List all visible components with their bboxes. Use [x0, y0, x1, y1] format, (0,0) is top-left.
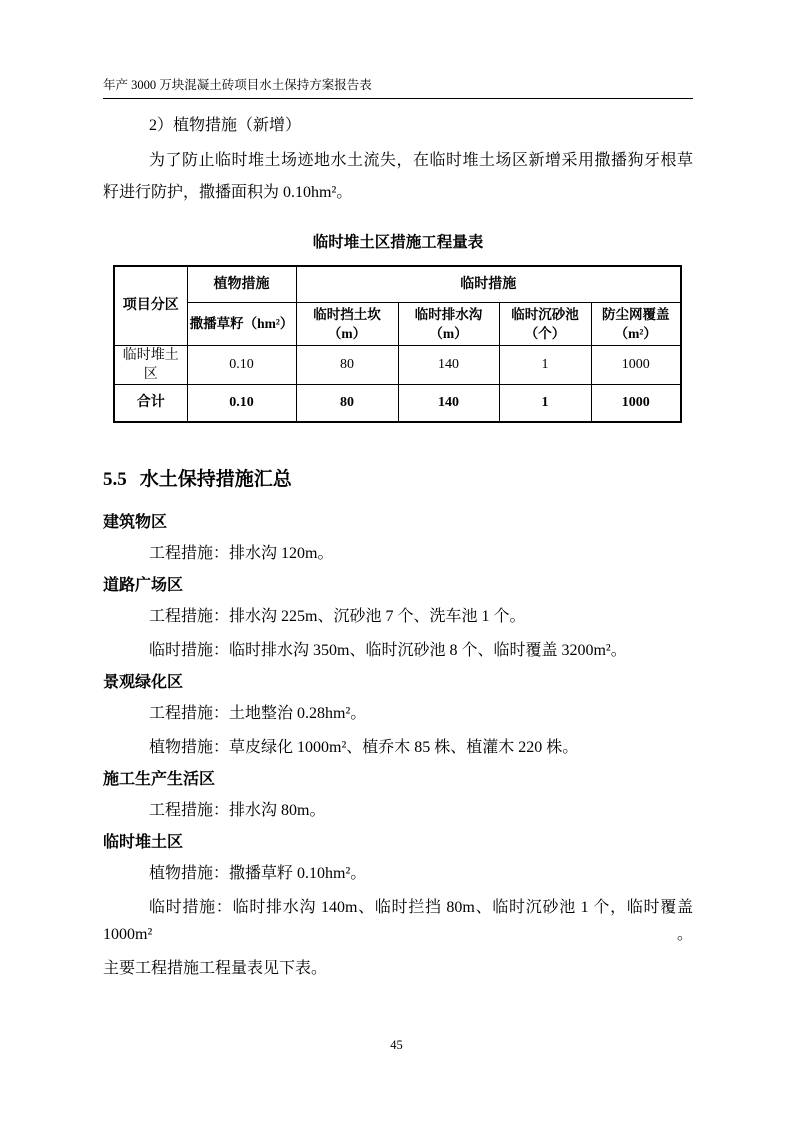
page-header	[103, 78, 693, 99]
measure-line: 植物措施：草皮绿化 1000m²、植乔木 85 株、植灌木 220 株。	[149, 739, 579, 756]
row-label: 临时堆土区	[114, 345, 187, 384]
subsection-road-plaza-area: 道路广场区	[103, 577, 184, 594]
col-header-grass-seed: 撒播草籽（hm²）	[187, 302, 296, 345]
intro-heading: 2）植物措施（新增）	[149, 117, 302, 134]
measure-line: 工程措施：排水沟 120m。	[149, 545, 334, 562]
measure-line: 主要工程措施工程量表见下表。	[103, 960, 328, 977]
subsection-temp-stockpile-area: 临时堆土区	[103, 834, 184, 851]
table-header-group-row	[114, 266, 681, 302]
table-title: 临时堆土区措施工程量表	[312, 234, 484, 251]
cell-total-sediment-basin: 1	[499, 384, 591, 422]
cell-drain-ditch: 140	[398, 345, 499, 384]
cell-retaining-ridge: 80	[296, 345, 398, 384]
page-number: 45	[390, 1038, 403, 1052]
subsection-construction-area: 施工生产生活区	[103, 771, 216, 788]
measure-line: 植物措施：撒播草籽 0.10hm²。	[149, 865, 367, 882]
col-group-plant-measures: 植物措施	[187, 266, 296, 302]
col-header-drain-ditch: 临时排水沟（m）	[398, 302, 499, 345]
cell-grass-seed: 0.10	[187, 345, 296, 384]
col-header-retaining-ridge: 临时挡土坎（m）	[296, 302, 398, 345]
measure-line: 临时措施：临时排水沟 350m、临时沉砂池 8 个、临时覆盖 3200m²。	[149, 642, 627, 659]
section-title: 水土保持措施汇总	[139, 469, 292, 490]
col-group-temp-measures: 临时措施	[296, 266, 681, 302]
measure-line: 工程措施：土地整治 0.28hm²。	[149, 705, 367, 722]
measures-quantity-table	[113, 265, 682, 423]
page-header-title: 年产 3000 万块混凝土砖项目水土保持方案报告表	[103, 78, 372, 92]
cell-total-grass-seed: 0.10	[187, 384, 296, 422]
measure-line: 临时措施：临时排水沟 140m、临时拦挡 80m、临时沉砂池 1 个，临时覆盖 1000m²。	[103, 899, 693, 943]
cell-dust-net: 1000	[591, 345, 681, 384]
section-number: 5.5	[103, 469, 127, 490]
intro-paragraph-line-2: 籽进行防护，撒播面积为 0.10hm²。	[103, 184, 353, 201]
section-heading	[103, 467, 693, 492]
cell-total-retaining-ridge: 80	[296, 384, 398, 422]
subsection-building-area: 建筑物区	[103, 514, 168, 531]
col-header-sediment-basin: 临时沉砂池（个）	[499, 302, 591, 345]
table-row-total	[114, 384, 681, 422]
cell-sediment-basin: 1	[499, 345, 591, 384]
intro-paragraph-line-1: 为了防止临时堆土场迹地水土流失，在临时堆土场区新增采用撒播狗牙根草	[149, 152, 693, 169]
measure-line: 工程措施：排水沟 80m。	[149, 802, 326, 819]
row-label-total: 合计	[114, 384, 187, 422]
measure-line: 工程措施：排水沟 225m、沉砂池 7 个、洗车池 1 个。	[149, 608, 526, 625]
table-header-sub-row	[114, 302, 681, 345]
cell-total-drain-ditch: 140	[398, 384, 499, 422]
cell-total-dust-net: 1000	[591, 384, 681, 422]
subsection-landscape-area: 景观绿化区	[103, 674, 184, 691]
col-header-project: 项目分区	[114, 266, 187, 345]
table-row-temp-stockpile	[114, 345, 681, 384]
col-header-dust-net: 防尘网覆盖（m²）	[591, 302, 681, 345]
